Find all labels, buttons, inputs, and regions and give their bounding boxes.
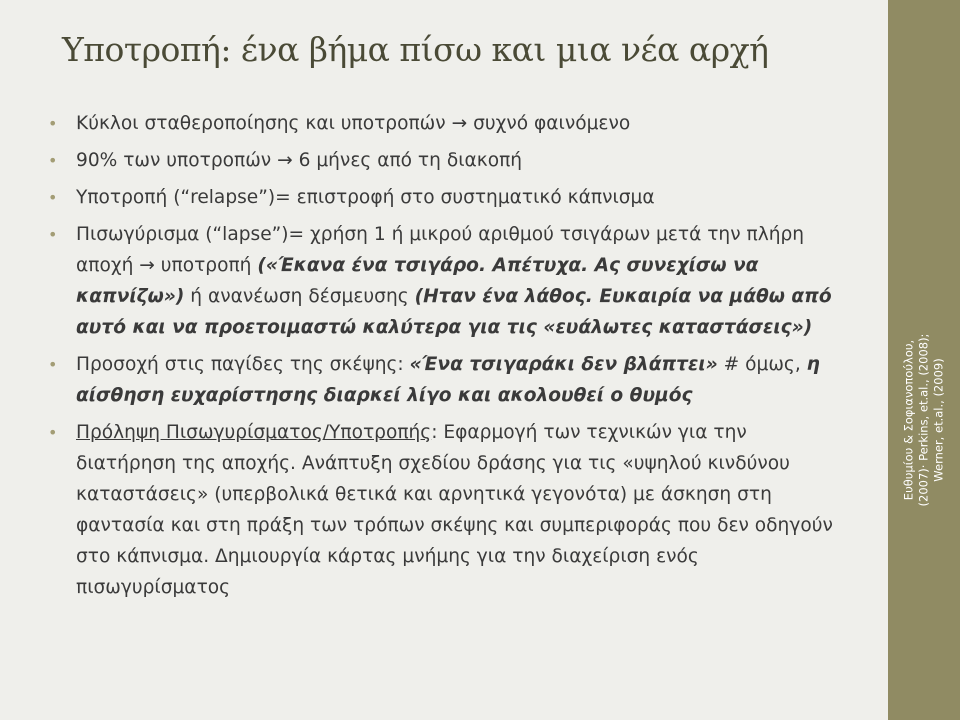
bullet-text: : Εφαρμογή των τεχνικών για την διατήρηση της αποχής. Ανάπτυξη σχεδίου δράσης για τις «υψηλού κινδύνου καταστάσεις» (υπερβολικά θετικά και αρνητικά γεγονότα) με άσκηση στη φαντασία και στη πράξη των τρόπων σκέψης και συμπεριφοράς που δεν οδηγούν στο κάπνισμα. Δημιουργία κάρτας μνήμης για την διαχείριση ενός πισωγυρίσματος	[76, 422, 833, 598]
bold-quote: (Ηταν ένα λάθος. Ευκαιρία να μάθω από αυτό και να προετοιμαστώ καλύτερα για τις «ευάλωτες καταστάσεις»)	[76, 286, 832, 338]
bullet-text: 90% των υποτροπών	[76, 150, 278, 171]
bullet-icon: •	[48, 355, 58, 374]
bullet-icon: •	[48, 188, 58, 207]
citation-line: (2007)· Perkins, et.al., (2008);	[916, 333, 931, 507]
bullet-icon: •	[48, 114, 58, 133]
underlined-heading: Πρόληψη Πισωγυρίσματος/Υποτροπής	[76, 422, 432, 443]
citation-line: Werner, et.al., (2009)	[931, 358, 946, 482]
citation-text	[902, 270, 947, 570]
bullet-item	[48, 182, 838, 213]
bullet-item	[48, 349, 838, 411]
bullet-text: ή ανανέωση δέσμευσης	[184, 286, 415, 307]
bullet-text: Προσοχή στις παγίδες της σκέψης:	[76, 354, 410, 375]
bullet-icon: •	[48, 225, 58, 244]
bold-quote: «Ένα τσιγαράκι δεν βλάπτει»	[409, 354, 718, 375]
bullet-text: υποτροπή	[154, 255, 258, 276]
citation-line: Ευθυμίου & Σοφιανοπούλου,	[901, 339, 916, 501]
bullet-text: Υποτροπή (“relapse”)= επιστροφή στο συστηματικό κάπνισμα	[76, 187, 655, 208]
bullet-item	[48, 108, 838, 139]
slide-title: Υποτροπή: ένα βήμα πίσω και μια νέα αρχή	[62, 30, 769, 69]
bullet-item	[48, 219, 838, 343]
arrow-icon: →	[139, 255, 155, 276]
bullet-icon: •	[48, 423, 58, 442]
bullet-text: Κύκλοι σταθεροποίησης και υποτροπών	[76, 113, 452, 134]
bullet-icon: •	[48, 151, 58, 170]
bold-quote: («Έκανα ένα τσιγάρο. Απέτυχα. Ας συνεχίσω να καπνίζω»)	[76, 255, 759, 307]
bullet-list	[48, 108, 838, 609]
arrow-icon: →	[451, 113, 468, 134]
bullet-text: # όμως,	[717, 354, 807, 375]
bullet-text: συχνό φαινόμενο	[467, 113, 631, 134]
bullet-item	[48, 145, 838, 176]
arrow-icon: →	[277, 150, 293, 171]
bullet-text: 6 μήνες από τη διακοπή	[292, 150, 523, 171]
bullet-text: Πισωγύρισμα (“lapse”)= χρήση 1 ή μικρού αριθμού τσιγάρων μετά την πλήρη αποχή	[76, 224, 805, 276]
bold-quote: η αίσθηση ευχαρίστησης διαρκεί λίγο και ακολουθεί ο θυμός	[76, 354, 820, 406]
bullet-item	[48, 417, 838, 603]
